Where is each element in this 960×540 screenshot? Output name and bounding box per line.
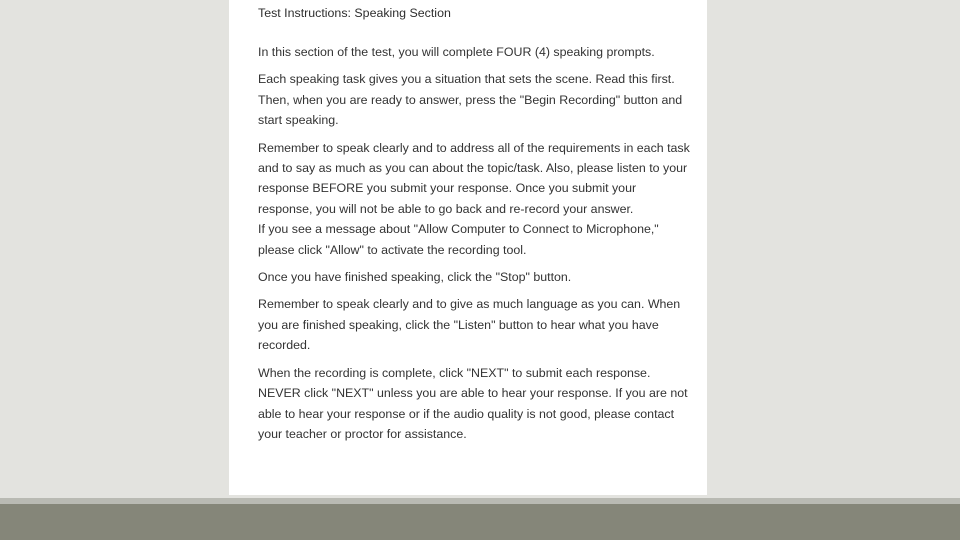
paragraph-listen: Remember to speak clearly and to give as much language as you can. When you are finished speaking, click the "Listen" button to hear what you have recorded. (258, 297, 681, 353)
paragraph-speak-clearly: Remember to speak clearly and to address all of the requirements in each task and to say as much as you can about the topic/task. Also, please listen to your response BEFORE you submit your response. Once you submit your response, you will not be able to go back and re-record your answer. (258, 140, 690, 216)
paragraph-task-scene: Each speaking task gives you a situation that sets the scene. Read this first. Then, when you are ready to answer, press the "Begin Recording" button and start speaking. (258, 72, 683, 128)
paragraph-stop: Once you have finished speaking, click the "Stop" button. (258, 270, 572, 285)
instruction-page (229, 0, 707, 495)
paragraph-next: When the recording is complete, click "NEXT" to submit each response. NEVER click "NEXT" unless you are able to hear your response. If you are not able to hear your response or if the audio quality is not good, please contact your teacher or proctor for assistance. (258, 365, 688, 441)
page-title: Test Instructions: Speaking Section (258, 6, 451, 20)
paragraph-microphone: If you see a message about "Allow Computer to Connect to Microphone," please click "Allow" to activate the recording tool. (258, 222, 659, 257)
paragraph-intro: In this section of the test, you will complete FOUR (4) speaking prompts. (258, 45, 655, 59)
bottom-bar (0, 504, 960, 540)
